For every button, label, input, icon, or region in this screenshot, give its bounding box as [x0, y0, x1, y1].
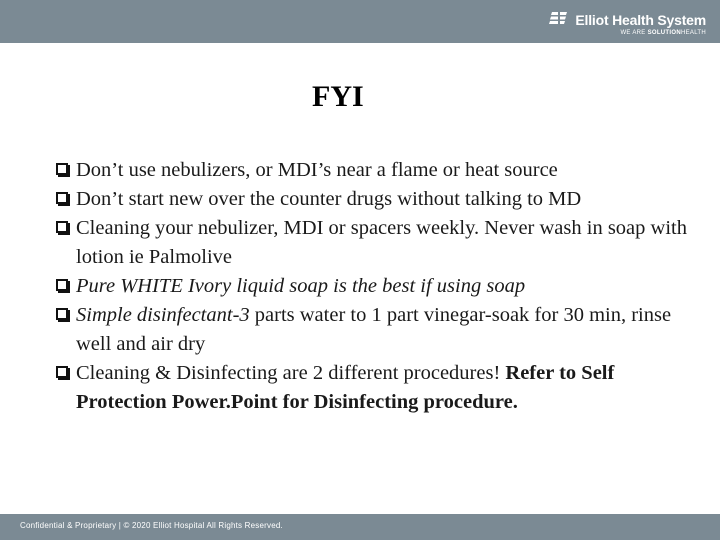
- checkbox-bullet-icon: [56, 163, 68, 175]
- checkbox-bullet-icon: [56, 192, 68, 204]
- checkbox-bullet-icon: [56, 308, 68, 320]
- header-bar: [0, 0, 720, 43]
- footer-copyright: Confidential & Proprietary | © 2020 Elliot Hospital All Rights Reserved.: [20, 521, 283, 530]
- checkbox-bullet-icon: [56, 366, 68, 378]
- footer-bar: [0, 514, 720, 540]
- elliot-logo-icon: [549, 11, 567, 29]
- logo-name: Elliot Health System: [575, 12, 706, 28]
- list-item: Pure WHITE Ivory liquid soap is the best if using soap: [56, 272, 696, 301]
- list-item: Simple disinfectant-3 parts water to 1 part vinegar-soak for 30 min, rinse well and air dry: [56, 301, 696, 359]
- logo-tagline: WE ARE SOLUTIONHEALTH: [620, 30, 706, 37]
- list-item: Don’t start new over the counter drugs without talking to MD: [56, 185, 696, 214]
- slide-title: FYI: [312, 80, 364, 113]
- bullet-list: [56, 156, 696, 417]
- list-item: Cleaning your nebulizer, MDI or spacers weekly. Never wash in soap with lotion ie Palmolive: [56, 214, 696, 272]
- elliot-logo: [549, 11, 706, 36]
- list-item: Cleaning & Disinfecting are 2 different procedures! Refer to Self Protection Power.Point for Disinfecting procedure.: [56, 359, 696, 417]
- checkbox-bullet-icon: [56, 221, 68, 233]
- checkbox-bullet-icon: [56, 279, 68, 291]
- list-item: Don’t use nebulizers, or MDI’s near a flame or heat source: [56, 156, 696, 185]
